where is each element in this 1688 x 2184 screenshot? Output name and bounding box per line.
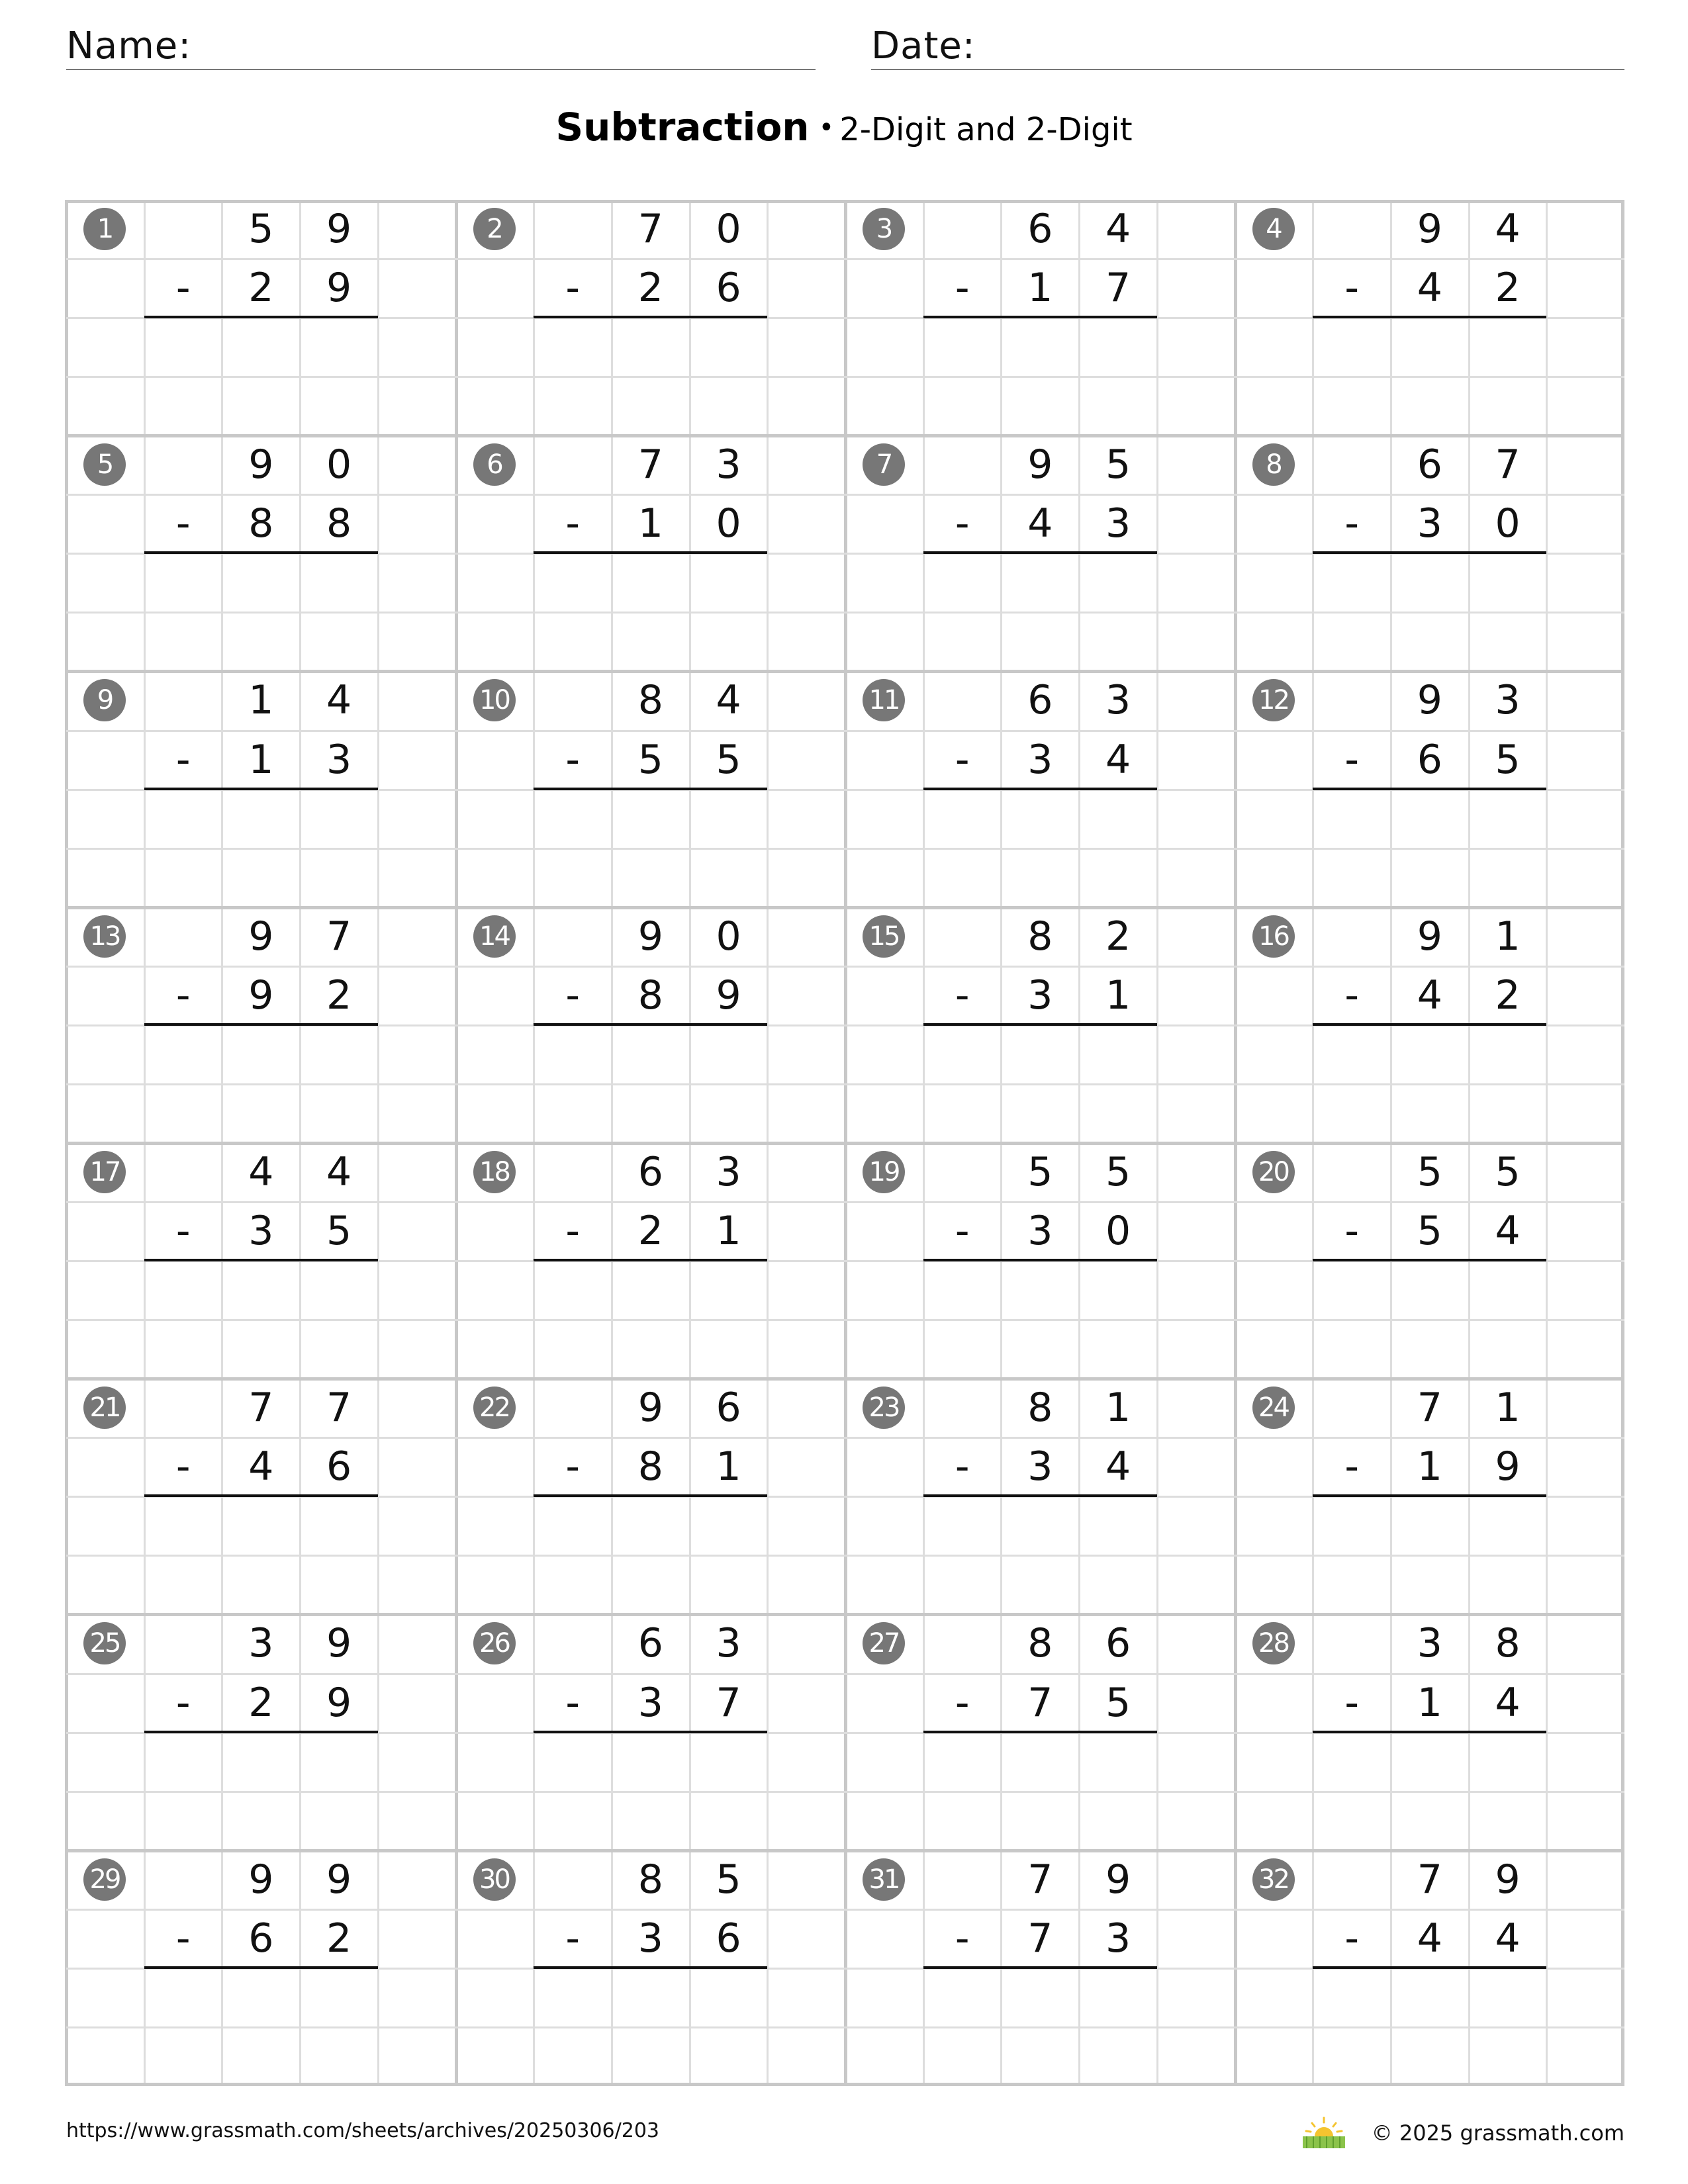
- minuend-tens-digit: 8: [637, 1856, 663, 1903]
- answer-area[interactable]: [144, 1025, 378, 1143]
- minuend-ones-digit: 3: [1105, 677, 1131, 724]
- problem-number-badge: 28: [1252, 1622, 1295, 1664]
- subtrahend-tens-digit: 2: [248, 265, 274, 312]
- minus-sign: -: [955, 972, 970, 1019]
- minuend-tens-digit: 6: [637, 1620, 663, 1667]
- subtrahend-ones-digit: 0: [1495, 500, 1521, 547]
- answer-area[interactable]: [144, 1968, 378, 2086]
- subtrahend-tens-digit: 4: [1417, 1915, 1442, 1962]
- minuend-tens-digit: 9: [248, 913, 274, 960]
- problem-number-badge: 3: [863, 208, 905, 250]
- subtrahend-ones-digit: 9: [326, 1679, 352, 1726]
- subtrahend-tens-digit: 6: [248, 1915, 274, 1962]
- problem-number-badge: 10: [473, 679, 516, 721]
- minuend-ones-digit: 5: [716, 1856, 741, 1903]
- footer-copyright: © 2025 grassmath.com: [1371, 2120, 1624, 2146]
- problem-number-badge: 2: [473, 208, 516, 250]
- problem-number-badge: 17: [83, 1151, 126, 1193]
- subtrahend-ones-digit: 6: [716, 265, 741, 312]
- problem-number-badge: 23: [863, 1387, 905, 1429]
- subtrahend-tens-digit: 8: [248, 500, 274, 547]
- minuend-tens-digit: 9: [248, 1856, 274, 1903]
- answer-area[interactable]: [923, 1261, 1157, 1379]
- date-label: Date:: [871, 24, 976, 68]
- subtrahend-ones-digit: 6: [716, 1915, 741, 1962]
- minus-sign: -: [1344, 1208, 1360, 1255]
- minuend-ones-digit: 9: [326, 1856, 352, 1903]
- subtrahend-ones-digit: 9: [1495, 1443, 1521, 1490]
- minuend-ones-digit: 8: [1495, 1620, 1521, 1667]
- minuend-tens-digit: 9: [1417, 913, 1442, 960]
- subtrahend-ones-digit: 4: [1495, 1679, 1521, 1726]
- minuend-ones-digit: 1: [1105, 1385, 1131, 1432]
- answer-area[interactable]: [1313, 790, 1546, 907]
- problem-number-badge: 20: [1252, 1151, 1295, 1193]
- problem-number-badge: 31: [863, 1858, 905, 1901]
- subtrahend-ones-digit: 7: [1105, 265, 1131, 312]
- name-label: Name:: [66, 24, 192, 68]
- minus-sign: -: [955, 736, 970, 783]
- problem-number-badge: 19: [863, 1151, 905, 1193]
- answer-area[interactable]: [923, 790, 1157, 907]
- minuend-ones-digit: 5: [1105, 1148, 1131, 1195]
- minus-sign: -: [175, 265, 191, 312]
- subtrahend-ones-digit: 9: [326, 265, 352, 312]
- answer-area[interactable]: [534, 1025, 767, 1143]
- problem-number-badge: 16: [1252, 915, 1295, 958]
- answer-area[interactable]: [1313, 1968, 1546, 2086]
- minus-sign: -: [565, 972, 581, 1019]
- answer-area[interactable]: [534, 1733, 767, 1850]
- answer-area[interactable]: [923, 318, 1157, 435]
- minus-sign: -: [955, 1915, 970, 1962]
- problem-number-badge: 12: [1252, 679, 1295, 721]
- answer-area[interactable]: [144, 318, 378, 435]
- minuend-ones-digit: 9: [326, 206, 352, 252]
- subtrahend-ones-digit: 5: [1495, 736, 1521, 783]
- problem-number-badge: 1: [83, 208, 126, 250]
- answer-area[interactable]: [923, 1025, 1157, 1143]
- minuend-ones-digit: 7: [326, 1385, 352, 1432]
- minuend-tens-digit: 9: [637, 913, 663, 960]
- minuend-tens-digit: 7: [1417, 1385, 1442, 1432]
- subtrahend-ones-digit: 4: [1105, 1443, 1131, 1490]
- minuend-ones-digit: 0: [716, 913, 741, 960]
- minus-sign: -: [565, 1443, 581, 1490]
- minus-sign: -: [1344, 736, 1360, 783]
- subtrahend-tens-digit: 2: [637, 265, 663, 312]
- minus-sign: -: [955, 500, 970, 547]
- subtrahend-ones-digit: 2: [1495, 265, 1521, 312]
- subtrahend-ones-digit: 0: [716, 500, 741, 547]
- minuend-ones-digit: 6: [716, 1385, 741, 1432]
- minuend-tens-digit: 9: [1027, 441, 1053, 488]
- answer-area[interactable]: [144, 1733, 378, 1850]
- answer-area[interactable]: [144, 553, 378, 671]
- minuend-tens-digit: 8: [1027, 1385, 1053, 1432]
- minuend-tens-digit: 4: [248, 1148, 274, 1195]
- subtrahend-tens-digit: 3: [1027, 736, 1053, 783]
- minuend-tens-digit: 5: [248, 206, 274, 252]
- title-bullet: •: [818, 113, 835, 143]
- subtrahend-ones-digit: 1: [1105, 972, 1131, 1019]
- answer-area[interactable]: [534, 1261, 767, 1379]
- minus-sign: -: [175, 1679, 191, 1726]
- subtrahend-tens-digit: 1: [1027, 265, 1053, 312]
- subtrahend-ones-digit: 5: [1105, 1679, 1131, 1726]
- minus-sign: -: [1344, 265, 1360, 312]
- subtrahend-tens-digit: 6: [1417, 736, 1442, 783]
- minuend-ones-digit: 9: [1495, 1856, 1521, 1903]
- minuend-tens-digit: 7: [1027, 1856, 1053, 1903]
- problem-number-badge: 11: [863, 679, 905, 721]
- answer-area[interactable]: [923, 1496, 1157, 1614]
- subtrahend-ones-digit: 2: [326, 1915, 352, 1962]
- minuend-tens-digit: 7: [637, 206, 663, 252]
- minus-sign: -: [955, 1208, 970, 1255]
- subtrahend-ones-digit: 9: [716, 972, 741, 1019]
- answer-area[interactable]: [923, 1968, 1157, 2086]
- minus-sign: -: [1344, 500, 1360, 547]
- problem-number-badge: 21: [83, 1387, 126, 1429]
- problem-number-badge: 29: [83, 1858, 126, 1901]
- subtrahend-ones-digit: 4: [1495, 1915, 1521, 1962]
- minuend-tens-digit: 7: [1417, 1856, 1442, 1903]
- answer-area[interactable]: [1313, 318, 1546, 435]
- problem-number-badge: 8: [1252, 443, 1295, 486]
- subtrahend-tens-digit: 5: [637, 736, 663, 783]
- minuend-tens-digit: 5: [1417, 1148, 1442, 1195]
- subtrahend-tens-digit: 8: [637, 972, 663, 1019]
- subtrahend-tens-digit: 4: [1417, 265, 1442, 312]
- problem-number-badge: 27: [863, 1622, 905, 1664]
- answer-area[interactable]: [1313, 553, 1546, 671]
- subtrahend-ones-digit: 1: [716, 1443, 741, 1490]
- minuend-ones-digit: 4: [716, 677, 741, 724]
- minus-sign: -: [1344, 1443, 1360, 1490]
- answer-area[interactable]: [1313, 1496, 1546, 1614]
- minus-sign: -: [955, 1679, 970, 1726]
- minuend-ones-digit: 5: [1495, 1148, 1521, 1195]
- subtrahend-ones-digit: 3: [326, 736, 352, 783]
- subtrahend-tens-digit: 2: [637, 1208, 663, 1255]
- worksheet-title: [0, 105, 1688, 150]
- answer-area[interactable]: [1313, 1261, 1546, 1379]
- minus-sign: -: [175, 1915, 191, 1962]
- subtrahend-tens-digit: 7: [1027, 1679, 1053, 1726]
- minuend-tens-digit: 6: [1027, 206, 1053, 252]
- minuend-ones-digit: 9: [326, 1620, 352, 1667]
- subtrahend-tens-digit: 3: [1027, 1208, 1053, 1255]
- answer-area[interactable]: [144, 1261, 378, 1379]
- answer-area[interactable]: [923, 553, 1157, 671]
- problem-number-badge: 22: [473, 1387, 516, 1429]
- minuend-tens-digit: 1: [248, 677, 274, 724]
- subtrahend-tens-digit: 3: [1027, 972, 1053, 1019]
- answer-area[interactable]: [534, 553, 767, 671]
- subtrahend-tens-digit: 3: [637, 1679, 663, 1726]
- minuend-ones-digit: 3: [716, 441, 741, 488]
- minus-sign: -: [565, 1679, 581, 1726]
- minuend-ones-digit: 3: [716, 1148, 741, 1195]
- problem-number-badge: 5: [83, 443, 126, 486]
- answer-area[interactable]: [1313, 1025, 1546, 1143]
- minuend-tens-digit: 7: [248, 1385, 274, 1432]
- minuend-ones-digit: 6: [1105, 1620, 1131, 1667]
- subtrahend-ones-digit: 2: [326, 972, 352, 1019]
- problem-number-badge: 18: [473, 1151, 516, 1193]
- minuend-ones-digit: 2: [1105, 913, 1131, 960]
- subtrahend-ones-digit: 5: [716, 736, 741, 783]
- problem-number-badge: 32: [1252, 1858, 1295, 1901]
- problem-number-badge: 24: [1252, 1387, 1295, 1429]
- minuend-ones-digit: 4: [326, 1148, 352, 1195]
- subtrahend-ones-digit: 5: [326, 1208, 352, 1255]
- answer-area[interactable]: [534, 1968, 767, 2086]
- subtrahend-ones-digit: 2: [1495, 972, 1521, 1019]
- subtrahend-tens-digit: 3: [248, 1208, 274, 1255]
- subtrahend-ones-digit: 0: [1105, 1208, 1131, 1255]
- subtrahend-tens-digit: 3: [637, 1915, 663, 1962]
- problem-grid: [66, 200, 1624, 2086]
- minus-sign: -: [1344, 972, 1360, 1019]
- subtrahend-ones-digit: 7: [716, 1679, 741, 1726]
- minuend-tens-digit: 9: [1417, 677, 1442, 724]
- minuend-ones-digit: 4: [326, 677, 352, 724]
- subtrahend-tens-digit: 4: [1417, 972, 1442, 1019]
- answer-area[interactable]: [534, 1496, 767, 1614]
- minus-sign: -: [175, 500, 191, 547]
- subtrahend-tens-digit: 5: [1417, 1208, 1442, 1255]
- name-field[interactable]: [66, 23, 816, 70]
- subtrahend-tens-digit: 1: [248, 736, 274, 783]
- minuend-tens-digit: 9: [637, 1385, 663, 1432]
- sun-over-grass-logo-icon: [1300, 2116, 1348, 2150]
- problem-number-badge: 7: [863, 443, 905, 486]
- minuend-ones-digit: 4: [1495, 206, 1521, 252]
- minus-sign: -: [565, 736, 581, 783]
- title-subtitle: 2-Digit and 2-Digit: [839, 111, 1133, 148]
- minus-sign: -: [565, 1208, 581, 1255]
- subtrahend-tens-digit: 7: [1027, 1915, 1053, 1962]
- answer-area[interactable]: [534, 318, 767, 435]
- minuend-ones-digit: 7: [326, 913, 352, 960]
- minuend-ones-digit: 4: [1105, 206, 1131, 252]
- date-field[interactable]: [871, 23, 1624, 70]
- minus-sign: -: [175, 1208, 191, 1255]
- minuend-ones-digit: 1: [1495, 1385, 1521, 1432]
- minuend-tens-digit: 6: [1417, 441, 1442, 488]
- minuend-tens-digit: 9: [1417, 206, 1442, 252]
- subtrahend-ones-digit: 1: [716, 1208, 741, 1255]
- subtrahend-tens-digit: 4: [1027, 500, 1053, 547]
- minuend-ones-digit: 0: [326, 441, 352, 488]
- problem-number-badge: 9: [83, 679, 126, 721]
- minus-sign: -: [565, 265, 581, 312]
- minus-sign: -: [1344, 1915, 1360, 1962]
- problem-number-badge: 14: [473, 915, 516, 958]
- minus-sign: -: [175, 972, 191, 1019]
- footer-url: https://www.grassmath.com/sheets/archives/20250306/203: [66, 2119, 660, 2142]
- minuend-tens-digit: 5: [1027, 1148, 1053, 1195]
- problem-number-badge: 4: [1252, 208, 1295, 250]
- minuend-tens-digit: 8: [637, 677, 663, 724]
- minuend-tens-digit: 8: [1027, 1620, 1053, 1667]
- minuend-ones-digit: 5: [1105, 441, 1131, 488]
- answer-area[interactable]: [144, 790, 378, 907]
- minuend-tens-digit: 9: [248, 441, 274, 488]
- subtrahend-tens-digit: 8: [637, 1443, 663, 1490]
- minuend-tens-digit: 6: [637, 1148, 663, 1195]
- subtrahend-ones-digit: 4: [1105, 736, 1131, 783]
- answer-area[interactable]: [144, 1496, 378, 1614]
- subtrahend-ones-digit: 8: [326, 500, 352, 547]
- answer-area[interactable]: [923, 1733, 1157, 1850]
- subtrahend-tens-digit: 3: [1027, 1443, 1053, 1490]
- minus-sign: -: [565, 1915, 581, 1962]
- minuend-ones-digit: 3: [716, 1620, 741, 1667]
- subtrahend-ones-digit: 6: [326, 1443, 352, 1490]
- minus-sign: -: [955, 1443, 970, 1490]
- minuend-ones-digit: 1: [1495, 913, 1521, 960]
- minuend-ones-digit: 3: [1495, 677, 1521, 724]
- subtrahend-tens-digit: 2: [248, 1679, 274, 1726]
- subtrahend-tens-digit: 3: [1417, 500, 1442, 547]
- minus-sign: -: [565, 500, 581, 547]
- minuend-ones-digit: 7: [1495, 441, 1521, 488]
- minuend-ones-digit: 0: [716, 206, 741, 252]
- minuend-tens-digit: 6: [1027, 677, 1053, 724]
- subtrahend-tens-digit: 4: [248, 1443, 274, 1490]
- answer-area[interactable]: [534, 790, 767, 907]
- minuend-tens-digit: 3: [248, 1620, 274, 1667]
- minus-sign: -: [1344, 1679, 1360, 1726]
- minus-sign: -: [175, 1443, 191, 1490]
- subtrahend-ones-digit: 4: [1495, 1208, 1521, 1255]
- minuend-tens-digit: 3: [1417, 1620, 1442, 1667]
- subtrahend-ones-digit: 3: [1105, 500, 1131, 547]
- problem-number-badge: 30: [473, 1858, 516, 1901]
- problem-number-badge: 25: [83, 1622, 126, 1664]
- title-main: Subtraction: [555, 105, 810, 150]
- minus-sign: -: [175, 736, 191, 783]
- minuend-tens-digit: 8: [1027, 913, 1053, 960]
- minuend-ones-digit: 9: [1105, 1856, 1131, 1903]
- minus-sign: -: [955, 265, 970, 312]
- problem-number-badge: 26: [473, 1622, 516, 1664]
- answer-area[interactable]: [1313, 1733, 1546, 1850]
- footer-right: [1300, 2116, 1624, 2150]
- problem-number-badge: 13: [83, 915, 126, 958]
- minuend-tens-digit: 7: [637, 441, 663, 488]
- subtrahend-ones-digit: 3: [1105, 1915, 1131, 1962]
- subtrahend-tens-digit: 1: [637, 500, 663, 547]
- problem-number-badge: 6: [473, 443, 516, 486]
- subtrahend-tens-digit: 1: [1417, 1679, 1442, 1726]
- subtrahend-tens-digit: 1: [1417, 1443, 1442, 1490]
- subtrahend-tens-digit: 9: [248, 972, 274, 1019]
- problem-number-badge: 15: [863, 915, 905, 958]
